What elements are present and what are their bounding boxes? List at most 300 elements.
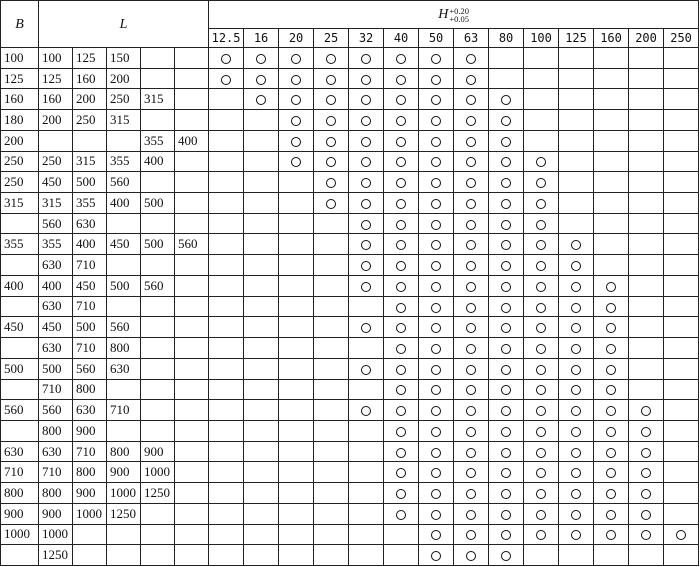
circle-mark-icon bbox=[641, 510, 651, 520]
h-cell bbox=[384, 193, 419, 214]
h-cell bbox=[629, 462, 664, 483]
h-cell bbox=[279, 317, 314, 338]
circle-mark-icon bbox=[466, 95, 476, 105]
h-cell bbox=[629, 503, 664, 524]
circle-mark-icon bbox=[606, 282, 616, 292]
h-cell bbox=[454, 317, 489, 338]
h-cell bbox=[559, 151, 594, 172]
l-value bbox=[175, 317, 209, 338]
circle-mark-icon bbox=[396, 199, 406, 209]
h-cell bbox=[419, 89, 454, 110]
h-cell bbox=[279, 358, 314, 379]
l-value: 710 bbox=[73, 338, 107, 359]
h-cell bbox=[314, 462, 349, 483]
h-cell bbox=[419, 338, 454, 359]
l-value bbox=[141, 110, 175, 131]
h-cell bbox=[244, 545, 279, 566]
h-cell bbox=[279, 151, 314, 172]
circle-mark-icon bbox=[606, 427, 616, 437]
l-value bbox=[175, 213, 209, 234]
h-cell bbox=[314, 503, 349, 524]
h-cell bbox=[209, 358, 244, 379]
l-value bbox=[175, 48, 209, 69]
h-cell bbox=[664, 68, 699, 89]
circle-mark-icon bbox=[501, 199, 511, 209]
h-cell bbox=[454, 89, 489, 110]
l-value: 560 bbox=[107, 317, 141, 338]
circle-mark-icon bbox=[291, 157, 301, 167]
h-cell bbox=[524, 68, 559, 89]
l-value: 450 bbox=[39, 317, 73, 338]
circle-mark-icon bbox=[396, 54, 406, 64]
circle-mark-icon bbox=[431, 178, 441, 188]
circle-mark-icon bbox=[536, 365, 546, 375]
h-cell bbox=[244, 213, 279, 234]
h-cell bbox=[629, 400, 664, 421]
circle-mark-icon bbox=[501, 385, 511, 395]
h-cell bbox=[454, 462, 489, 483]
b-value: 250 bbox=[1, 151, 39, 172]
h-cell bbox=[349, 338, 384, 359]
table-row bbox=[1, 68, 699, 89]
h-cell bbox=[384, 172, 419, 193]
h-cell bbox=[419, 400, 454, 421]
h-cell bbox=[349, 400, 384, 421]
h-cell bbox=[594, 420, 629, 441]
circle-mark-icon bbox=[501, 116, 511, 126]
l-value: 560 bbox=[175, 234, 209, 255]
circle-mark-icon bbox=[221, 75, 231, 85]
l-value bbox=[175, 68, 209, 89]
b-value: 315 bbox=[1, 193, 39, 214]
h-cell bbox=[209, 317, 244, 338]
l-value bbox=[175, 441, 209, 462]
h-cell bbox=[524, 193, 559, 214]
circle-mark-icon bbox=[501, 323, 511, 333]
l-value: 100 bbox=[39, 48, 73, 69]
h-cell bbox=[349, 545, 384, 566]
circle-mark-icon bbox=[431, 530, 441, 540]
table-row bbox=[1, 317, 699, 338]
h-cell bbox=[454, 193, 489, 214]
h-cell bbox=[489, 110, 524, 131]
l-value: 630 bbox=[39, 296, 73, 317]
h-cell bbox=[384, 524, 419, 545]
circle-mark-icon bbox=[501, 261, 511, 271]
h-cell bbox=[209, 296, 244, 317]
circle-mark-icon bbox=[396, 282, 406, 292]
h-cell bbox=[419, 48, 454, 69]
l-value: 800 bbox=[73, 462, 107, 483]
circle-mark-icon bbox=[606, 385, 616, 395]
circle-mark-icon bbox=[641, 468, 651, 478]
h-cell bbox=[209, 193, 244, 214]
circle-mark-icon bbox=[431, 344, 441, 354]
l-value: 710 bbox=[39, 462, 73, 483]
circle-mark-icon bbox=[571, 385, 581, 395]
h-cell bbox=[384, 441, 419, 462]
circle-mark-icon bbox=[536, 510, 546, 520]
table-row bbox=[1, 483, 699, 504]
h-cell bbox=[629, 110, 664, 131]
h-cell bbox=[454, 503, 489, 524]
l-value: 560 bbox=[39, 213, 73, 234]
h-cell bbox=[349, 441, 384, 462]
h-cell bbox=[594, 255, 629, 276]
circle-mark-icon bbox=[536, 530, 546, 540]
table-row bbox=[1, 379, 699, 400]
l-value bbox=[107, 255, 141, 276]
h-cell bbox=[279, 172, 314, 193]
h-cell bbox=[559, 68, 594, 89]
h-column-header: 20 bbox=[279, 29, 314, 48]
circle-mark-icon bbox=[431, 385, 441, 395]
circle-mark-icon bbox=[501, 137, 511, 147]
h-cell bbox=[629, 48, 664, 69]
h-cell bbox=[524, 400, 559, 421]
circle-mark-icon bbox=[466, 365, 476, 375]
circle-mark-icon bbox=[571, 323, 581, 333]
h-cell bbox=[209, 400, 244, 421]
h-cell bbox=[454, 358, 489, 379]
h-cell bbox=[244, 483, 279, 504]
l-value: 630 bbox=[107, 358, 141, 379]
h-cell bbox=[559, 89, 594, 110]
circle-mark-icon bbox=[501, 510, 511, 520]
h-cell bbox=[664, 193, 699, 214]
h-cell bbox=[244, 503, 279, 524]
circle-mark-icon bbox=[536, 427, 546, 437]
b-value: 1000 bbox=[1, 524, 39, 545]
circle-mark-icon bbox=[396, 116, 406, 126]
h-cell bbox=[314, 172, 349, 193]
table-row bbox=[1, 151, 699, 172]
circle-mark-icon bbox=[396, 510, 406, 520]
h-cell bbox=[384, 275, 419, 296]
h-cell bbox=[664, 379, 699, 400]
h-cell bbox=[419, 545, 454, 566]
h-cell bbox=[244, 255, 279, 276]
l-value: 560 bbox=[73, 358, 107, 379]
l-value bbox=[141, 296, 175, 317]
h-cell bbox=[349, 234, 384, 255]
h-cell bbox=[279, 338, 314, 359]
circle-mark-icon bbox=[361, 199, 371, 209]
circle-mark-icon bbox=[606, 448, 616, 458]
l-value: 450 bbox=[39, 172, 73, 193]
l-value bbox=[107, 524, 141, 545]
circle-mark-icon bbox=[396, 489, 406, 499]
l-value: 800 bbox=[39, 420, 73, 441]
l-value bbox=[107, 545, 141, 566]
h-cell bbox=[559, 255, 594, 276]
h-cell bbox=[244, 400, 279, 421]
h-cell bbox=[209, 524, 244, 545]
circle-mark-icon bbox=[466, 240, 476, 250]
h-cell bbox=[594, 358, 629, 379]
table-row bbox=[1, 89, 699, 110]
h-cell bbox=[384, 68, 419, 89]
h-column-header: 32 bbox=[349, 29, 384, 48]
h-cell bbox=[454, 130, 489, 151]
circle-mark-icon bbox=[396, 406, 406, 416]
h-cell bbox=[209, 172, 244, 193]
circle-mark-icon bbox=[326, 137, 336, 147]
l-value: 400 bbox=[175, 130, 209, 151]
h-cell bbox=[489, 462, 524, 483]
l-value bbox=[175, 379, 209, 400]
l-value bbox=[141, 255, 175, 276]
h-cell bbox=[244, 48, 279, 69]
circle-mark-icon bbox=[606, 303, 616, 313]
header-h-label: H bbox=[438, 6, 449, 22]
h-cell bbox=[244, 420, 279, 441]
table-row bbox=[1, 172, 699, 193]
l-value bbox=[141, 524, 175, 545]
b-value bbox=[1, 296, 39, 317]
circle-mark-icon bbox=[361, 220, 371, 230]
h-cell bbox=[454, 68, 489, 89]
circle-mark-icon bbox=[536, 344, 546, 354]
b-value: 200 bbox=[1, 130, 39, 151]
l-value: 630 bbox=[39, 338, 73, 359]
h-cell bbox=[349, 420, 384, 441]
circle-mark-icon bbox=[571, 344, 581, 354]
l-value bbox=[175, 172, 209, 193]
h-cell bbox=[454, 48, 489, 69]
h-cell bbox=[349, 483, 384, 504]
circle-mark-icon bbox=[571, 406, 581, 416]
l-value: 200 bbox=[73, 89, 107, 110]
b-value bbox=[1, 545, 39, 566]
l-value: 1250 bbox=[141, 483, 175, 504]
h-cell bbox=[384, 462, 419, 483]
h-cell bbox=[384, 503, 419, 524]
h-cell bbox=[559, 503, 594, 524]
h-cell bbox=[349, 358, 384, 379]
h-cell bbox=[244, 234, 279, 255]
h-cell bbox=[349, 68, 384, 89]
l-value: 1000 bbox=[107, 483, 141, 504]
l-value: 500 bbox=[73, 317, 107, 338]
l-value bbox=[175, 358, 209, 379]
h-cell bbox=[419, 213, 454, 234]
h-cell bbox=[559, 234, 594, 255]
h-cell bbox=[314, 255, 349, 276]
circle-mark-icon bbox=[396, 468, 406, 478]
l-value bbox=[141, 420, 175, 441]
h-cell bbox=[314, 48, 349, 69]
circle-mark-icon bbox=[361, 116, 371, 126]
circle-mark-icon bbox=[536, 385, 546, 395]
table-row bbox=[1, 358, 699, 379]
l-value: 400 bbox=[141, 151, 175, 172]
h-cell bbox=[594, 545, 629, 566]
circle-mark-icon bbox=[536, 282, 546, 292]
h-column-header: 125 bbox=[559, 29, 594, 48]
circle-mark-icon bbox=[256, 95, 266, 105]
h-cell bbox=[349, 379, 384, 400]
circle-mark-icon bbox=[466, 199, 476, 209]
table-row bbox=[1, 48, 699, 69]
h-cell bbox=[209, 234, 244, 255]
circle-mark-icon bbox=[501, 240, 511, 250]
h-cell bbox=[244, 296, 279, 317]
h-cell bbox=[489, 130, 524, 151]
h-cell bbox=[629, 151, 664, 172]
h-cell bbox=[629, 296, 664, 317]
l-value: 1000 bbox=[141, 462, 175, 483]
h-cell bbox=[454, 524, 489, 545]
l-value bbox=[175, 193, 209, 214]
b-value: 800 bbox=[1, 483, 39, 504]
h-cell bbox=[419, 296, 454, 317]
b-value: 450 bbox=[1, 317, 39, 338]
h-cell bbox=[559, 545, 594, 566]
h-cell bbox=[629, 193, 664, 214]
h-cell bbox=[664, 89, 699, 110]
circle-mark-icon bbox=[396, 157, 406, 167]
l-value bbox=[107, 213, 141, 234]
circle-mark-icon bbox=[536, 323, 546, 333]
h-column-header: 25 bbox=[314, 29, 349, 48]
h-column-header: 40 bbox=[384, 29, 419, 48]
h-cell bbox=[209, 503, 244, 524]
circle-mark-icon bbox=[606, 344, 616, 354]
header-b bbox=[1, 1, 39, 48]
l-value bbox=[175, 151, 209, 172]
circle-mark-icon bbox=[466, 427, 476, 437]
h-cell bbox=[384, 130, 419, 151]
circle-mark-icon bbox=[571, 427, 581, 437]
table-row bbox=[1, 420, 699, 441]
h-cell bbox=[594, 296, 629, 317]
l-value: 710 bbox=[107, 400, 141, 421]
circle-mark-icon bbox=[466, 468, 476, 478]
h-cell bbox=[244, 130, 279, 151]
circle-mark-icon bbox=[361, 75, 371, 85]
circle-mark-icon bbox=[396, 240, 406, 250]
l-value: 315 bbox=[39, 193, 73, 214]
l-value bbox=[107, 420, 141, 441]
b-value: 355 bbox=[1, 234, 39, 255]
h-cell bbox=[244, 462, 279, 483]
circle-mark-icon bbox=[641, 489, 651, 499]
h-cell bbox=[524, 234, 559, 255]
h-cell bbox=[629, 213, 664, 234]
b-value: 125 bbox=[1, 68, 39, 89]
h-cell bbox=[209, 48, 244, 69]
circle-mark-icon bbox=[536, 489, 546, 499]
h-cell bbox=[279, 255, 314, 276]
h-cell bbox=[664, 400, 699, 421]
circle-mark-icon bbox=[431, 137, 441, 147]
circle-mark-icon bbox=[361, 137, 371, 147]
l-value: 355 bbox=[141, 130, 175, 151]
h-cell bbox=[314, 151, 349, 172]
l-value: 710 bbox=[39, 379, 73, 400]
circle-mark-icon bbox=[571, 448, 581, 458]
circle-mark-icon bbox=[396, 178, 406, 188]
table-row bbox=[1, 524, 699, 545]
h-cell bbox=[664, 317, 699, 338]
h-cell bbox=[279, 420, 314, 441]
h-cell bbox=[454, 213, 489, 234]
h-cell bbox=[419, 462, 454, 483]
l-value: 355 bbox=[107, 151, 141, 172]
h-cell bbox=[594, 193, 629, 214]
l-value: 1250 bbox=[39, 545, 73, 566]
h-cell bbox=[559, 462, 594, 483]
circle-mark-icon bbox=[431, 427, 441, 437]
h-cell bbox=[384, 110, 419, 131]
h-cell bbox=[314, 338, 349, 359]
circle-mark-icon bbox=[536, 406, 546, 416]
circle-mark-icon bbox=[361, 178, 371, 188]
l-value: 710 bbox=[73, 296, 107, 317]
h-cell bbox=[524, 110, 559, 131]
b-value: 710 bbox=[1, 462, 39, 483]
circle-mark-icon bbox=[466, 551, 476, 561]
circle-mark-icon bbox=[606, 406, 616, 416]
h-cell bbox=[664, 462, 699, 483]
h-cell bbox=[454, 400, 489, 421]
h-cell bbox=[314, 317, 349, 338]
b-value: 250 bbox=[1, 172, 39, 193]
b-value: 100 bbox=[1, 48, 39, 69]
h-cell bbox=[559, 317, 594, 338]
l-value bbox=[73, 130, 107, 151]
circle-mark-icon bbox=[571, 510, 581, 520]
h-cell bbox=[629, 545, 664, 566]
b-value bbox=[1, 338, 39, 359]
h-cell bbox=[419, 193, 454, 214]
circle-mark-icon bbox=[501, 95, 511, 105]
h-cell bbox=[244, 379, 279, 400]
h-cell bbox=[629, 255, 664, 276]
h-cell bbox=[629, 89, 664, 110]
h-cell bbox=[664, 358, 699, 379]
h-cell bbox=[349, 296, 384, 317]
h-cell bbox=[209, 420, 244, 441]
h-column-header: 50 bbox=[419, 29, 454, 48]
circle-mark-icon bbox=[256, 54, 266, 64]
l-value bbox=[175, 275, 209, 296]
h-cell bbox=[489, 545, 524, 566]
h-cell bbox=[209, 89, 244, 110]
h-cell bbox=[594, 400, 629, 421]
l-value bbox=[175, 400, 209, 421]
circle-mark-icon bbox=[396, 220, 406, 230]
l-value: 500 bbox=[39, 358, 73, 379]
circle-mark-icon bbox=[571, 530, 581, 540]
h-cell bbox=[349, 110, 384, 131]
h-cell bbox=[664, 234, 699, 255]
l-value: 1000 bbox=[39, 524, 73, 545]
h-cell bbox=[384, 89, 419, 110]
circle-mark-icon bbox=[396, 303, 406, 313]
h-cell bbox=[629, 68, 664, 89]
circle-mark-icon bbox=[641, 448, 651, 458]
h-cell bbox=[419, 151, 454, 172]
h-cell bbox=[664, 48, 699, 69]
h-cell bbox=[594, 503, 629, 524]
h-cell bbox=[349, 462, 384, 483]
h-cell bbox=[489, 379, 524, 400]
circle-mark-icon bbox=[291, 137, 301, 147]
table-body bbox=[1, 48, 699, 566]
h-cell bbox=[349, 48, 384, 69]
